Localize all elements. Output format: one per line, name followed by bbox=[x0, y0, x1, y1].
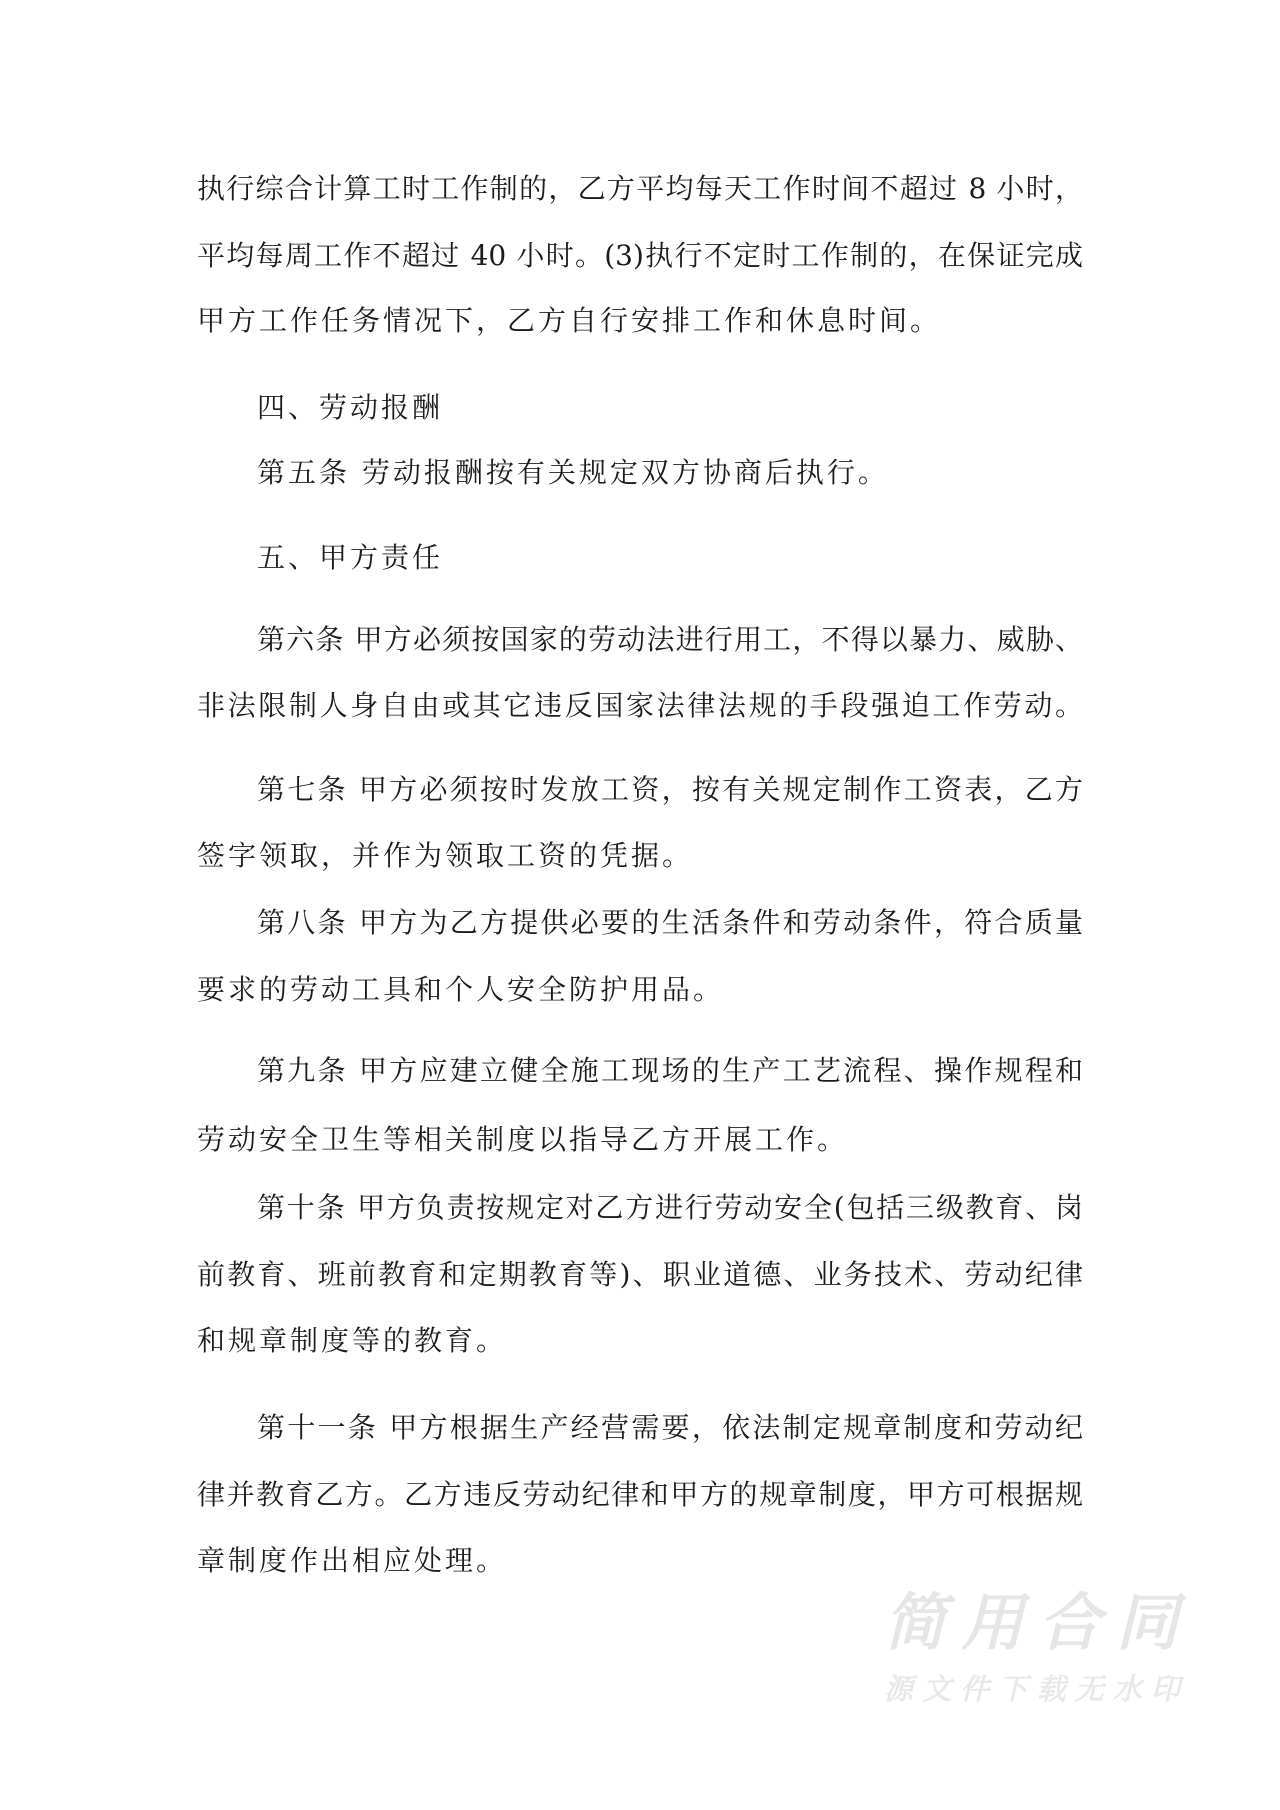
article-line: 第十条 甲方负责按规定对乙方进行劳动安全(包括三级教育、岗 bbox=[257, 1191, 1083, 1224]
article-line: 第九条 甲方应建立健全施工现场的生产工艺流程、操作规程和 bbox=[257, 1054, 1083, 1087]
section-heading: 四、劳动报酬 bbox=[257, 391, 444, 424]
article-line: 第六条 甲方必须按国家的劳动法进行用工，不得以暴力、威胁、 bbox=[257, 623, 1083, 656]
watermark-subtitle: 源文件下载无水印 bbox=[884, 1672, 1180, 1706]
text-line: 章制度作出相应处理。 bbox=[197, 1544, 508, 1577]
section-heading: 五、甲方责任 bbox=[257, 541, 444, 574]
text-line: 签字领取，并作为领取工资的凭据。 bbox=[197, 839, 694, 872]
text-line: 前教育、班前教育和定期教育等)、职业道德、业务技术、劳动纪律 bbox=[197, 1258, 1083, 1291]
text-line: 律并教育乙方。乙方违反劳动纪律和甲方的规章制度，甲方可根据规 bbox=[197, 1478, 1083, 1511]
text-line: 非法限制人身自由或其它违反国家法律法规的手段强迫工作劳动。 bbox=[197, 689, 1083, 722]
text-line: 劳动安全卫生等相关制度以指导乙方开展工作。 bbox=[197, 1123, 849, 1156]
article-line: 第五条 劳动报酬按有关规定双方协商后执行。 bbox=[257, 456, 889, 489]
text-line: 执行综合计算工时工作制的，乙方平均每天工作时间不超过 8 小时， bbox=[197, 172, 1083, 205]
text-line: 和规章制度等的教育。 bbox=[197, 1324, 508, 1357]
article-line: 第七条 甲方必须按时发放工资，按有关规定制作工资表，乙方 bbox=[257, 773, 1083, 806]
text-line: 要求的劳动工具和个人安全防护用品。 bbox=[197, 973, 725, 1006]
article-line: 第八条 甲方为乙方提供必要的生活条件和劳动条件，符合质量 bbox=[257, 906, 1083, 939]
text-line: 平均每周工作不超过 40 小时。(3)执行不定时工作制的，在保证完成 bbox=[197, 239, 1083, 272]
watermark-title: 简用合同 bbox=[884, 1586, 1180, 1659]
text-line: 甲方工作任务情况下，乙方自行安排工作和休息时间。 bbox=[197, 304, 942, 337]
article-line: 第十一条 甲方根据生产经营需要，依法制定规章制度和劳动纪 bbox=[257, 1411, 1083, 1444]
